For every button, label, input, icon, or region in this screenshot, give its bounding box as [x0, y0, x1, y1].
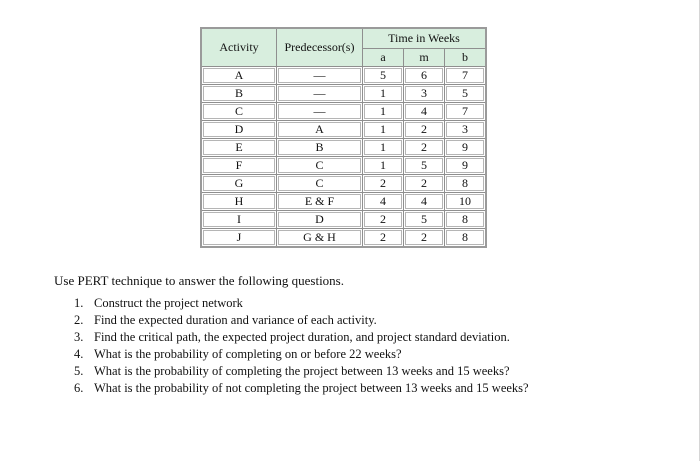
question-text: Construct the project network	[94, 296, 243, 310]
cell-activity	[201, 193, 277, 211]
cell-b-text: 5	[446, 86, 484, 101]
cell-predecessor	[277, 229, 363, 248]
pert-activity-table	[200, 27, 487, 248]
cell-m-text: 2	[405, 176, 443, 191]
cell-b	[445, 103, 487, 121]
header-activity: Activity	[201, 28, 277, 67]
cell-predecessor-text: A	[278, 122, 361, 137]
question-number: 2.	[74, 313, 84, 327]
cell-activity-text: I	[203, 212, 275, 227]
cell-activity	[201, 211, 277, 229]
cell-a-text: 1	[364, 122, 402, 137]
question-item	[74, 380, 529, 397]
cell-b-text: 8	[446, 176, 484, 191]
cell-predecessor	[277, 103, 363, 121]
cell-b-text: 3	[446, 122, 484, 137]
cell-predecessor	[277, 67, 363, 85]
cell-activity	[201, 121, 277, 139]
cell-predecessor-text: C	[278, 158, 361, 173]
cell-m	[404, 175, 445, 193]
cell-a	[363, 229, 404, 248]
table-row	[201, 157, 486, 175]
table-row	[201, 121, 486, 139]
cell-m	[404, 139, 445, 157]
cell-m-text: 4	[405, 194, 443, 209]
question-list	[74, 295, 529, 397]
cell-a	[363, 211, 404, 229]
cell-predecessor	[277, 211, 363, 229]
cell-m	[404, 193, 445, 211]
cell-m-text: 2	[405, 140, 443, 155]
cell-m	[404, 85, 445, 103]
cell-b	[445, 229, 487, 248]
cell-predecessor-text: —	[278, 68, 361, 83]
cell-a	[363, 103, 404, 121]
header-a: a	[363, 49, 404, 67]
cell-m-text: 4	[405, 104, 443, 119]
cell-activity	[201, 85, 277, 103]
cell-predecessor	[277, 157, 363, 175]
cell-a-text: 4	[364, 194, 402, 209]
cell-b-text: 10	[446, 194, 484, 209]
table-row	[201, 175, 486, 193]
cell-b	[445, 121, 487, 139]
cell-activity-text: B	[203, 86, 275, 101]
table-row	[201, 193, 486, 211]
cell-b-text: 9	[446, 158, 484, 173]
question-item	[74, 312, 529, 329]
cell-b	[445, 85, 487, 103]
cell-b-text: 8	[446, 230, 484, 245]
cell-predecessor	[277, 175, 363, 193]
cell-a-text: 1	[364, 140, 402, 155]
cell-activity-text: E	[203, 140, 275, 155]
question-number: 4.	[74, 347, 84, 361]
cell-a-text: 1	[364, 104, 402, 119]
header-m: m	[404, 49, 445, 67]
cell-predecessor	[277, 85, 363, 103]
cell-m-text: 6	[405, 68, 443, 83]
question-number: 6.	[74, 381, 84, 395]
cell-a	[363, 85, 404, 103]
cell-activity-text: C	[203, 104, 275, 119]
cell-predecessor-text: D	[278, 212, 361, 227]
question-item	[74, 295, 529, 312]
cell-a-text: 2	[364, 176, 402, 191]
cell-b	[445, 175, 487, 193]
table-row	[201, 229, 486, 248]
cell-b-text: 9	[446, 140, 484, 155]
cell-activity	[201, 67, 277, 85]
header-predecessors: Predecessor(s)	[277, 28, 363, 67]
cell-activity	[201, 157, 277, 175]
cell-predecessor	[277, 139, 363, 157]
cell-predecessor-text: C	[278, 176, 361, 191]
cell-m	[404, 229, 445, 248]
question-text: Find the critical path, the expected project duration, and project standard deviation.	[94, 330, 510, 344]
table-row	[201, 103, 486, 121]
cell-a-text: 2	[364, 212, 402, 227]
header-b: b	[445, 49, 487, 67]
cell-b-text: 8	[446, 212, 484, 227]
cell-b	[445, 67, 487, 85]
question-text: Find the expected duration and variance of each activity.	[94, 313, 377, 327]
cell-m-text: 2	[405, 122, 443, 137]
cell-m	[404, 121, 445, 139]
table-row	[201, 85, 486, 103]
cell-predecessor-text: —	[278, 86, 361, 101]
question-item	[74, 363, 529, 380]
cell-m-text: 3	[405, 86, 443, 101]
cell-b-text: 7	[446, 68, 484, 83]
cell-activity-text: H	[203, 194, 275, 209]
question-text: What is the probability of completing on or before 22 weeks?	[94, 347, 402, 361]
cell-activity	[201, 175, 277, 193]
cell-a-text: 1	[364, 158, 402, 173]
cell-a	[363, 67, 404, 85]
table-header-row	[201, 28, 486, 49]
question-item	[74, 329, 529, 346]
cell-activity-text: G	[203, 176, 275, 191]
table-body	[201, 67, 486, 248]
cell-m-text: 2	[405, 230, 443, 245]
cell-b	[445, 211, 487, 229]
cell-activity-text: F	[203, 158, 275, 173]
cell-a	[363, 139, 404, 157]
cell-m	[404, 157, 445, 175]
cell-a	[363, 157, 404, 175]
header-time-in-weeks: Time in Weeks	[363, 28, 487, 49]
cell-activity-text: D	[203, 122, 275, 137]
cell-b	[445, 139, 487, 157]
cell-predecessor-text: B	[278, 140, 361, 155]
table-row	[201, 139, 486, 157]
cell-b-text: 7	[446, 104, 484, 119]
cell-a	[363, 121, 404, 139]
question-number: 1.	[74, 296, 84, 310]
cell-b	[445, 193, 487, 211]
cell-predecessor-text: G & H	[278, 230, 361, 245]
cell-activity	[201, 103, 277, 121]
cell-b	[445, 157, 487, 175]
cell-activity-text: A	[203, 68, 275, 83]
cell-a	[363, 193, 404, 211]
cell-predecessor	[277, 121, 363, 139]
question-item	[74, 346, 529, 363]
cell-predecessor-text: —	[278, 104, 361, 119]
cell-m	[404, 103, 445, 121]
cell-a-text: 1	[364, 86, 402, 101]
cell-predecessor	[277, 193, 363, 211]
cell-m-text: 5	[405, 158, 443, 173]
cell-m	[404, 67, 445, 85]
table-row	[201, 67, 486, 85]
instructions-text: Use PERT technique to answer the following questions.	[54, 273, 344, 288]
cell-m-text: 5	[405, 212, 443, 227]
table-row	[201, 211, 486, 229]
cell-a	[363, 175, 404, 193]
cell-predecessor-text: E & F	[278, 194, 361, 209]
cell-a-text: 2	[364, 230, 402, 245]
cell-activity-text: J	[203, 230, 275, 245]
question-text: What is the probability of not completing the project between 13 weeks and 15 weeks?	[94, 381, 529, 395]
question-number: 3.	[74, 330, 84, 344]
cell-activity	[201, 139, 277, 157]
question-number: 5.	[74, 364, 84, 378]
cell-a-text: 5	[364, 68, 402, 83]
question-text: What is the probability of completing the project between 13 weeks and 15 weeks?	[94, 364, 510, 378]
cell-m	[404, 211, 445, 229]
cell-activity	[201, 229, 277, 248]
